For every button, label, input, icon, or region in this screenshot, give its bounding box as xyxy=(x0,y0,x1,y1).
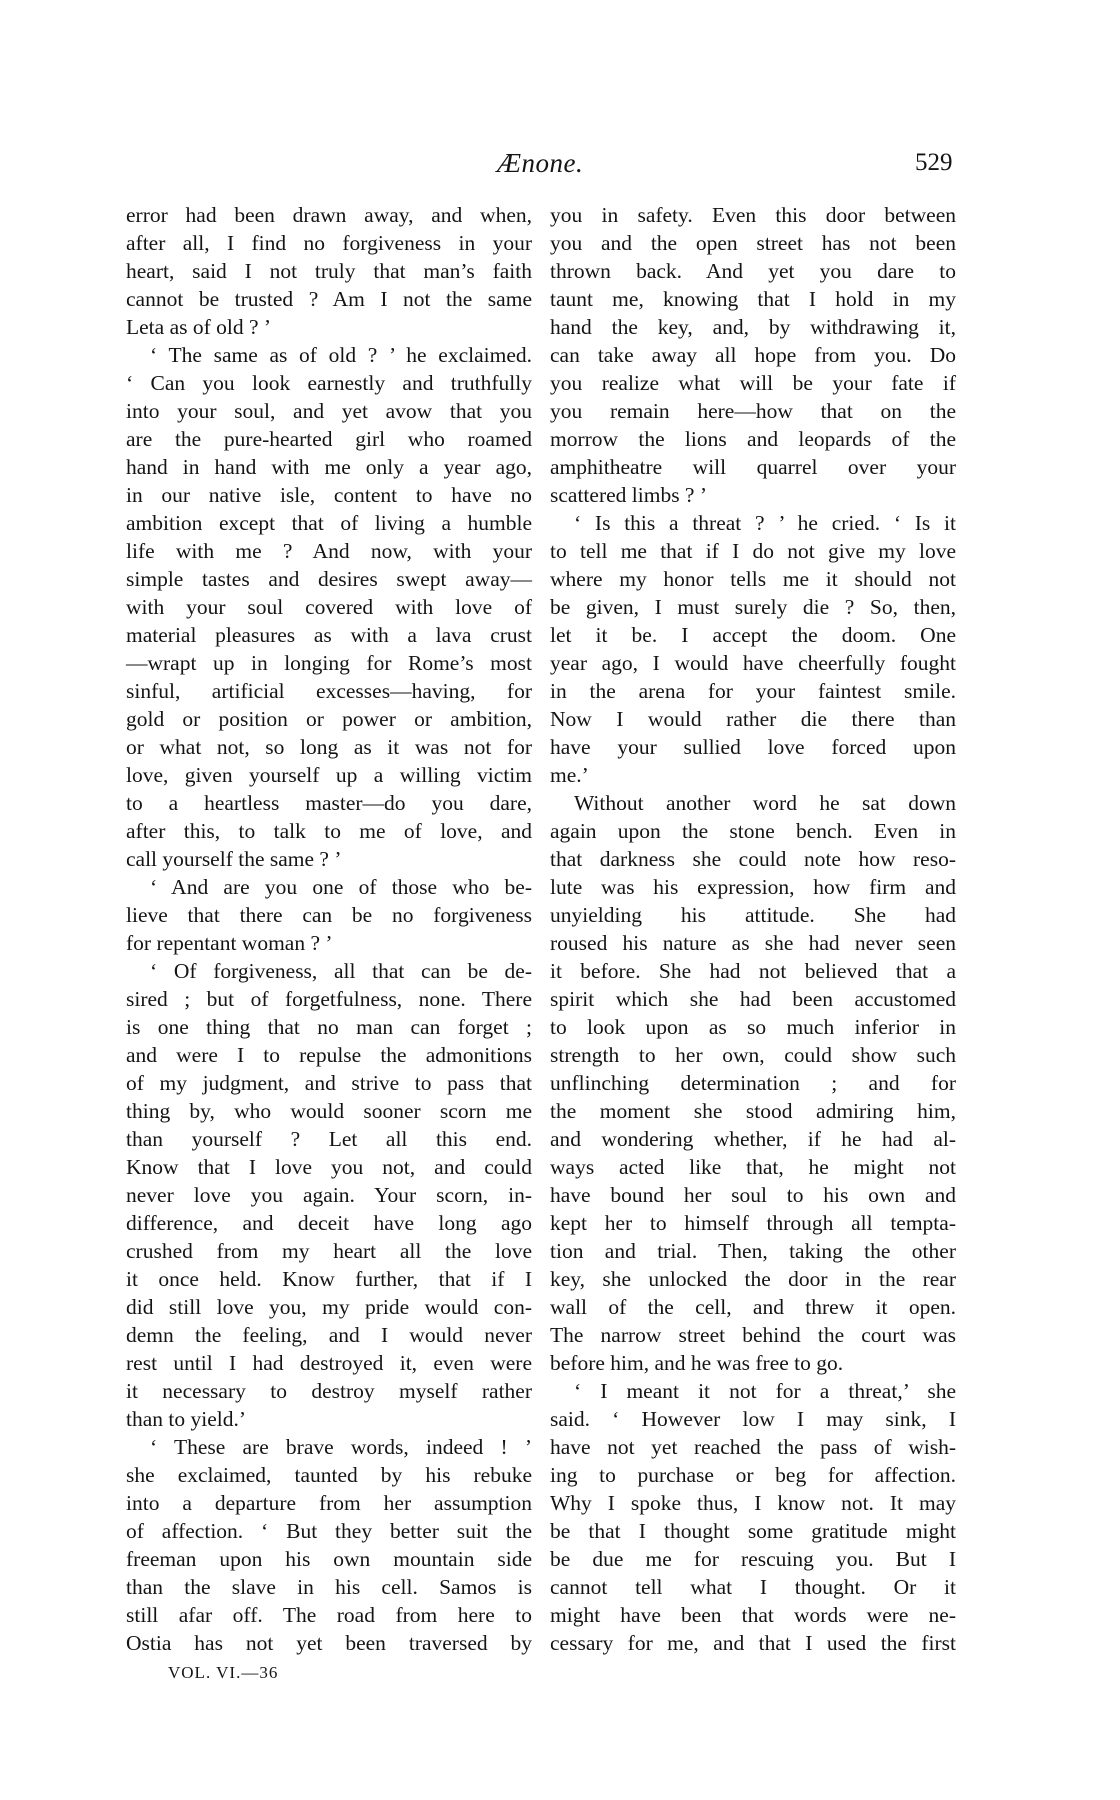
text-line: rest until I had destroyed it, even were xyxy=(126,1351,532,1375)
text-line: amphitheatre will quarrel over your xyxy=(550,455,956,479)
text-line: said. ‘ However low I may sink, I xyxy=(550,1407,956,1431)
text-line: you remain here—how that on the xyxy=(550,399,956,423)
text-line: simple tastes and desires swept away— xyxy=(126,567,532,591)
text-line: error had been drawn away, and when, xyxy=(126,203,532,227)
text-line: love, given yourself up a willing victim xyxy=(126,763,532,787)
text-line: be given, I must surely die ? So, then, xyxy=(550,595,956,619)
text-line: strength to her own, could show such xyxy=(550,1043,956,1067)
text-line: ‘ Of forgiveness, all that can be de- xyxy=(150,959,532,983)
text-line: demn the feeling, and I would never xyxy=(126,1323,532,1347)
text-line: gold or position or power or ambition, xyxy=(126,707,532,731)
text-line: it once held. Know further, that if I xyxy=(126,1267,532,1291)
text-line: still afar off. The road from here to xyxy=(126,1603,532,1627)
text-line: have bound her soul to his own and xyxy=(550,1183,956,1207)
text-line: cannot tell what I thought. Or it xyxy=(550,1575,956,1599)
text-line: thing by, who would sooner scorn me xyxy=(126,1099,532,1123)
text-line: never love you again. Your scorn, in- xyxy=(126,1183,532,1207)
text-line: unyielding his attitude. She had xyxy=(550,903,956,927)
text-line: the moment she stood admiring him, xyxy=(550,1099,956,1123)
text-line: where my honor tells me it should not xyxy=(550,567,956,591)
text-line: after all, I find no forgiveness in your xyxy=(126,231,532,255)
text-line: roused his nature as she had never seen xyxy=(550,931,956,955)
text-line: be due me for rescuing you. But I xyxy=(550,1547,956,1571)
text-line: in our native isle, content to have no xyxy=(126,483,532,507)
text-line: again upon the stone bench. Even in xyxy=(550,819,956,843)
text-line: heart, said I not truly that man’s faith xyxy=(126,259,532,283)
text-line: tion and trial. Then, taking the other xyxy=(550,1239,956,1263)
text-line: than the slave in his cell. Samos is xyxy=(126,1575,532,1599)
text-line: and wondering whether, if he had al- xyxy=(550,1127,956,1151)
text-line: ‘ And are you one of those who be- xyxy=(150,875,532,899)
text-line: unflinching determination ; and for xyxy=(550,1071,956,1095)
text-line: ways acted like that, he might not xyxy=(550,1155,956,1179)
text-line: you and the open street has not been xyxy=(550,231,956,255)
text-line: to a heartless master—do you dare, xyxy=(126,791,532,815)
text-line: that darkness she could note how reso- xyxy=(550,847,956,871)
text-line: scattered limbs ? ’ xyxy=(550,483,708,507)
text-line: sinful, artificial excesses—having, for xyxy=(126,679,532,703)
text-line: before him, and he was free to go. xyxy=(550,1351,844,1375)
text-line: Know that I love you not, and could xyxy=(126,1155,532,1179)
text-line: life with me ? And now, with your xyxy=(126,539,532,563)
text-line: into a departure from her assumption xyxy=(126,1491,532,1515)
text-line: or what not, so long as it was not for xyxy=(126,735,532,759)
text-line: for repentant woman ? ’ xyxy=(126,931,333,955)
text-line: to look upon as so much inferior in xyxy=(550,1015,956,1039)
text-line: ambition except that of living a humble xyxy=(126,511,532,535)
left-text-column xyxy=(126,201,532,1657)
text-line: wall of the cell, and threw it open. xyxy=(550,1295,956,1319)
text-line: have your sullied love forced upon xyxy=(550,735,956,759)
text-line: can take away all hope from you. Do xyxy=(550,343,956,367)
text-line: are the pure-hearted girl who roamed xyxy=(126,427,532,451)
text-line: and were I to repulse the admonitions xyxy=(126,1043,532,1067)
text-line: into your soul, and yet avow that you xyxy=(126,399,532,423)
text-line: kept her to himself through all tempta- xyxy=(550,1211,956,1235)
text-line: ing to purchase or beg for affection. xyxy=(550,1463,956,1487)
text-line: have not yet reached the pass of wish- xyxy=(550,1435,956,1459)
text-line: you in safety. Even this door between xyxy=(550,203,956,227)
text-line: hand the key, and, by withdrawing it, xyxy=(550,315,956,339)
text-line: spirit which she had been accustomed xyxy=(550,987,956,1011)
volume-signature: VOL. VI.—36 xyxy=(168,1663,279,1682)
text-line: lute was his expression, how firm and xyxy=(550,875,956,899)
text-line: call yourself the same ? ’ xyxy=(126,847,342,871)
text-line: you realize what will be your fate if xyxy=(550,371,956,395)
text-line: thrown back. And yet you dare to xyxy=(550,259,956,283)
text-line: cannot be trusted ? Am I not the same xyxy=(126,287,532,311)
text-line: Now I would rather die there than xyxy=(550,707,956,731)
text-line: —wrapt up in longing for Rome’s most xyxy=(126,651,532,675)
text-line: it before. She had not believed that a xyxy=(550,959,956,983)
text-line: than yourself ? Let all this end. xyxy=(126,1127,532,1151)
text-line: ‘ Is this a threat ? ’ he cried. ‘ Is it xyxy=(574,511,956,535)
text-line: Without another word he sat down xyxy=(574,791,956,815)
text-line: ‘ I meant it not for a threat,’ she xyxy=(574,1379,956,1403)
text-line: than to yield.’ xyxy=(126,1407,247,1431)
text-line: morrow the lions and leopards of the xyxy=(550,427,956,451)
text-line: in the arena for your faintest smile. xyxy=(550,679,956,703)
text-line: is one thing that no man can forget ; xyxy=(126,1015,532,1039)
text-line: with your soul covered with love of xyxy=(126,595,532,619)
text-line: Why I spoke thus, I know not. It may xyxy=(550,1491,956,1515)
text-line: hand in hand with me only a year ago, xyxy=(126,455,532,479)
text-line: taunt me, knowing that I hold in my xyxy=(550,287,956,311)
page-number: 529 xyxy=(915,149,953,176)
text-line: Ostia has not yet been traversed by xyxy=(126,1631,532,1655)
text-line: it necessary to destroy myself rather xyxy=(126,1379,532,1403)
text-line: after this, to talk to me of love, and xyxy=(126,819,532,843)
text-line: ‘ The same as of old ? ’ he exclaimed. xyxy=(150,343,532,367)
text-line: be that I thought some gratitude might xyxy=(550,1519,956,1543)
text-line: to tell me that if I do not give my love xyxy=(550,539,956,563)
text-line: ‘ Can you look earnestly and truthfully xyxy=(126,371,532,395)
text-line: let it be. I accept the doom. One xyxy=(550,623,956,647)
text-line: of affection. ‘ But they better suit the xyxy=(126,1519,532,1543)
right-text-column xyxy=(550,201,956,1657)
text-line: key, she unlocked the door in the rear xyxy=(550,1267,956,1291)
text-line: did still love you, my pride would con- xyxy=(126,1295,532,1319)
text-line: ‘ These are brave words, indeed ! ’ xyxy=(150,1435,532,1459)
text-line: sired ; but of forgetfulness, none. There xyxy=(126,987,532,1011)
text-line: The narrow street behind the court was xyxy=(550,1323,956,1347)
running-head xyxy=(0,146,1120,180)
text-line: might have been that words were ne- xyxy=(550,1603,956,1627)
text-line: me.’ xyxy=(550,763,589,787)
text-line: lieve that there can be no forgiveness xyxy=(126,903,532,927)
text-line: cessary for me, and that I used the first xyxy=(550,1631,956,1655)
text-line: year ago, I would have cheerfully fought xyxy=(550,651,956,675)
text-line: freeman upon his own mountain side xyxy=(126,1547,532,1571)
text-line: she exclaimed, taunted by his rebuke xyxy=(126,1463,532,1487)
text-line: of my judgment, and strive to pass that xyxy=(126,1071,532,1095)
text-line: difference, and deceit have long ago xyxy=(126,1211,532,1235)
text-line: Leta as of old ? ’ xyxy=(126,315,272,339)
running-title: Ænone. xyxy=(497,148,584,178)
text-line: material pleasures as with a lava crust xyxy=(126,623,532,647)
text-line: crushed from my heart all the love xyxy=(126,1239,532,1263)
